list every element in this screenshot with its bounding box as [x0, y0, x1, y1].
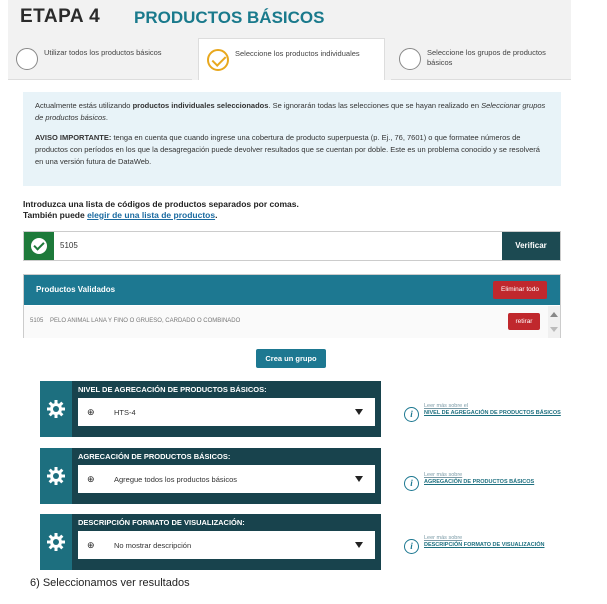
validated-products-title: Productos Validados	[36, 285, 116, 294]
product-aggregation-select[interactable]	[78, 465, 375, 493]
stage-number: ETAPA 4	[20, 6, 101, 27]
scrollbar[interactable]	[548, 306, 560, 338]
option-product-groups[interactable]	[391, 38, 571, 80]
select-value: Agregue todos los productos básicos	[114, 475, 237, 484]
gear-icon[interactable]	[40, 514, 72, 570]
step-caption: 6) Seleccionamos ver resultados	[30, 577, 190, 589]
panel-title: AGRECACIÓN DE PRODUCTOS BÁSICOS:	[78, 452, 231, 461]
read-more-text[interactable]: Leer más sobre	[424, 535, 463, 541]
option-all-products[interactable]	[8, 38, 192, 80]
aggregation-level-select[interactable]	[78, 398, 375, 426]
option-label: Seleccione los productos individuales	[235, 49, 360, 58]
select-value: No mostrar descripción	[114, 541, 192, 550]
panel-title: NIVEL DE AGRECACIÓN DE PRODUCTOS BÁSICOS:	[78, 385, 267, 394]
read-more-text[interactable]: Leer más sobre	[424, 472, 463, 478]
step-options	[8, 38, 571, 80]
prompt-line-1: Introduzca una lista de códigos de productos separados por comas.	[23, 199, 299, 209]
scroll-up-icon[interactable]	[550, 312, 558, 317]
validated-products-panel	[23, 274, 561, 338]
read-more-link[interactable]: NIVEL DE AGREGACIÓN DE PRODUCTOS BÁSICOS	[424, 410, 561, 416]
dropdown-arrow-icon[interactable]	[355, 476, 363, 482]
remove-button[interactable]: retirar	[508, 313, 540, 330]
radio-icon[interactable]	[399, 48, 421, 70]
select-value: HTS-4	[114, 408, 136, 417]
dropdown-arrow-icon[interactable]	[355, 542, 363, 548]
display-format-select[interactable]	[78, 531, 375, 559]
option-label: Seleccione los grupos de productos básicos	[427, 48, 546, 67]
code-prompt	[23, 199, 299, 220]
validated-products-header	[24, 275, 560, 305]
option-label: Utilizar todos los productos básicos	[44, 48, 162, 57]
scroll-down-icon[interactable]	[550, 327, 558, 332]
product-code-field[interactable]	[23, 231, 561, 261]
product-aggregation-panel	[40, 448, 381, 504]
panel-title: DESCRIPCIÓN FORMATO DE VISUALIZACIÓN:	[78, 518, 245, 527]
stage-header	[8, 0, 571, 38]
globe-icon: ⊕	[87, 540, 95, 550]
display-format-panel	[40, 514, 381, 570]
info-notice	[23, 92, 561, 186]
gear-icon[interactable]	[40, 381, 72, 437]
product-code-input[interactable]: 5105	[60, 241, 78, 250]
page-title: PRODUCTOS BÁSICOS	[134, 8, 325, 27]
globe-icon: ⊕	[87, 407, 95, 417]
info-important-notice: AVISO IMPORTANTE: tenga en cuenta que cuando ingrese una cobertura de producto superpuesta (p. Ej., 76, 7601) o que formatee números de productos con períodos en los que la desagregación puede devolver resultados que se cuentan por doble. Este es un problema conocido y se resolverá en una versión futura de DataWeb.	[35, 133, 540, 166]
option-individual-products[interactable]	[198, 38, 385, 80]
choose-from-list-link[interactable]: elegir de una lista de productos	[87, 209, 216, 220]
verify-button[interactable]: Verificar	[502, 232, 560, 260]
validated-product-text: 5105 PELO ANIMAL LANA Y FINO O GRUESO, CARDADO O COMBINADO	[30, 318, 241, 324]
aggregation-level-panel	[40, 381, 381, 437]
info-icon: i	[404, 539, 419, 554]
valid-check-icon	[24, 232, 54, 260]
list-item	[24, 306, 548, 338]
gear-icon[interactable]	[40, 448, 72, 504]
radio-icon[interactable]	[16, 48, 38, 70]
check-icon[interactable]	[207, 49, 229, 71]
read-more-text[interactable]: Leer más sobre el	[424, 403, 469, 409]
read-more-link[interactable]: AGREGACIÓN DE PRODUCTOS BÁSICOS	[424, 479, 535, 485]
info-current-selection: Actualmente estás utilizando productos individuales seleccionados. Se ignorarán todas las selecciones que se hayan realizado en Seleccionar grupos de productos básicos.	[35, 101, 546, 122]
globe-icon: ⊕	[87, 474, 95, 484]
read-more-link[interactable]: DESCRIPCIÓN FORMATO DE VISUALIZACIÓN	[424, 542, 545, 548]
info-icon: i	[404, 407, 419, 422]
create-group-button[interactable]: Crea un grupo	[256, 349, 326, 368]
dropdown-arrow-icon[interactable]	[355, 409, 363, 415]
prompt-line-2: También puede elegir de una lista de productos.	[23, 209, 218, 220]
info-icon: i	[404, 476, 419, 491]
delete-all-button[interactable]: Eliminar todo	[493, 281, 547, 299]
